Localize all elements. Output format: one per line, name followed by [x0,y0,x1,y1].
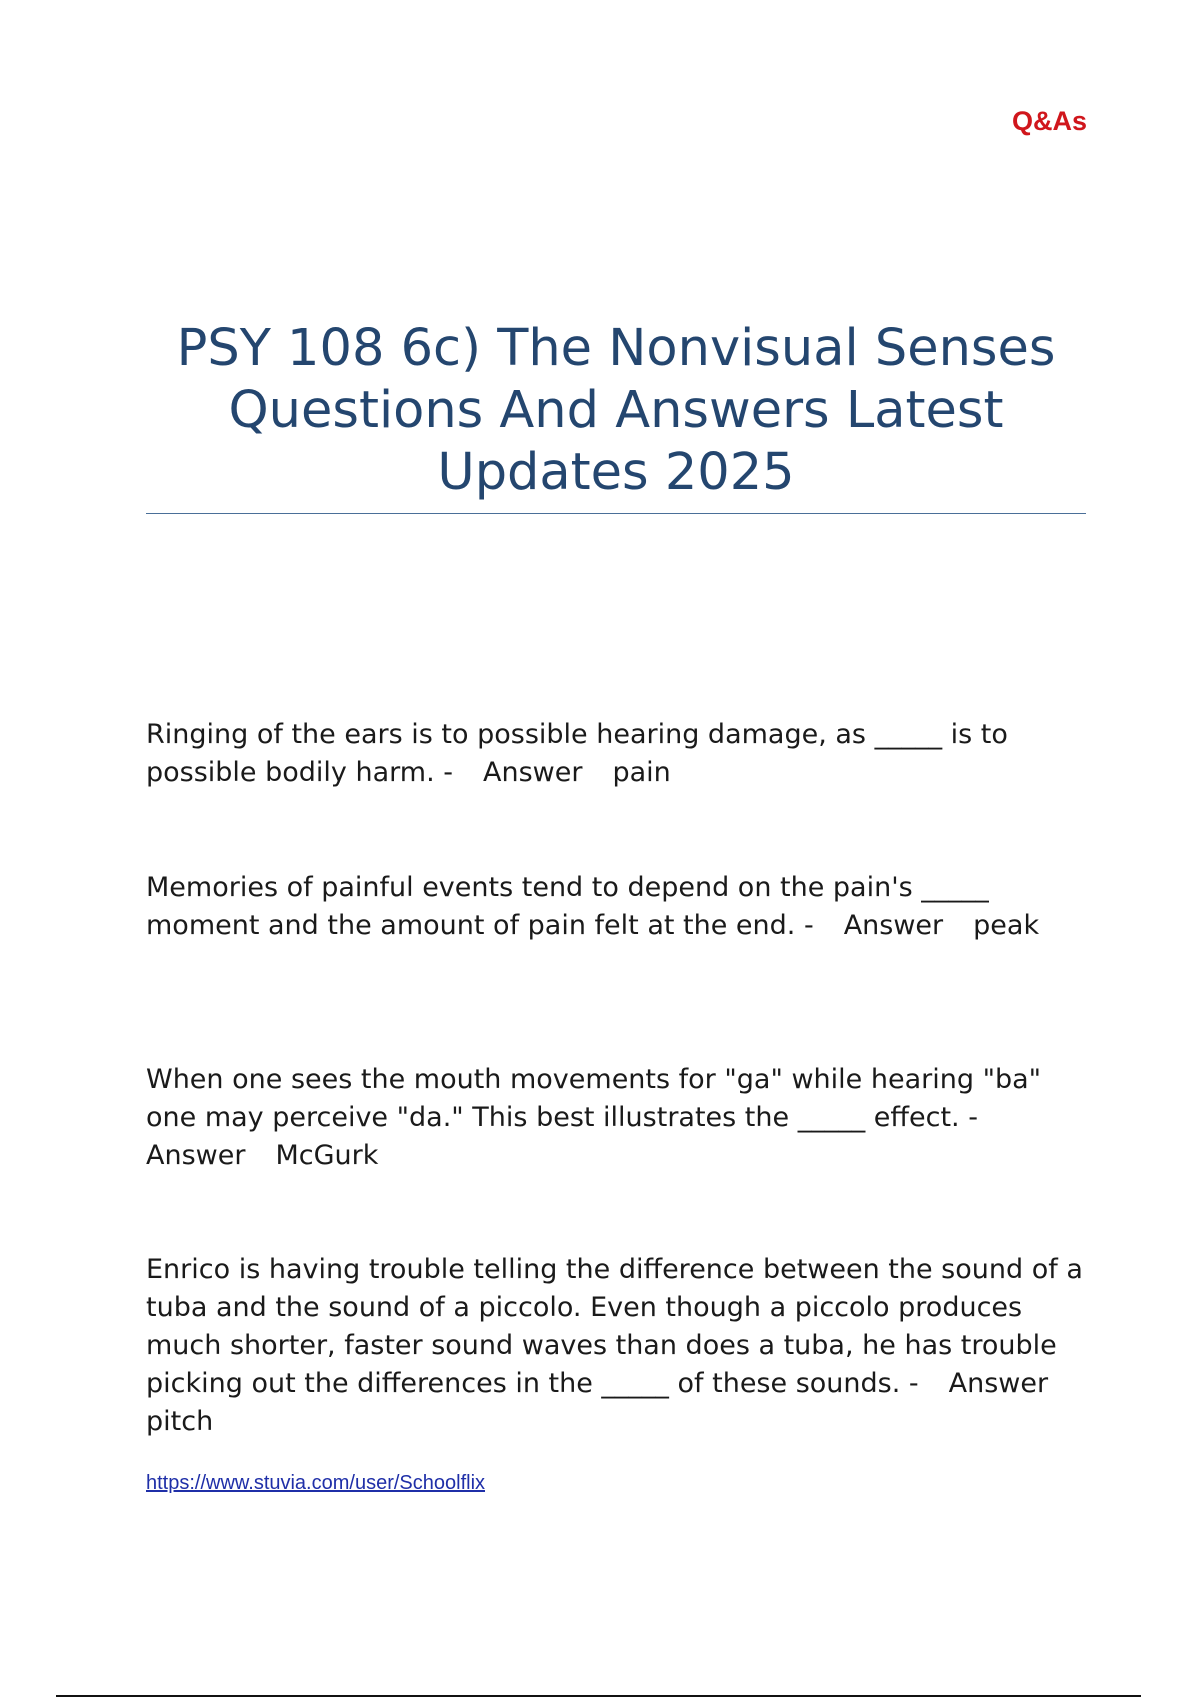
answer-label: Answer [482,757,583,788]
qa-item [146,716,1091,792]
question-text: Ringing of the ears is to possible hearing damage, as _____ is to possible bodily harm. - [146,719,1008,788]
answer-label: Answer [948,1368,1049,1399]
answer-text: McGurk [275,1140,379,1171]
title-divider [146,513,1086,514]
document-title: PSY 108 6c) The Nonvisual Senses Questions And Answers Latest Updates 2025 [176,319,1056,502]
question-text: Enrico is having trouble telling the difference between the sound of a tuba and the sound of a piccolo. Even though a piccolo produces much shorter, faster sound waves than does a tuba, he has trouble picking out the differences in the _____ of these sounds. - [146,1254,1083,1399]
qa-header-tag: Q&As [1011,106,1087,136]
answer-text: pitch [146,1406,214,1437]
question-text: When one sees the mouth movements for "ga" while hearing "ba" one may perceive "da." This best illustrates the _____ effect. - [146,1064,1042,1133]
answer-label: Answer [843,910,944,941]
answer-text: peak [973,910,1040,941]
qa-item [146,1061,1091,1175]
footer-rule [56,1695,1141,1697]
answer-text: pain [612,757,671,788]
qa-item [146,869,1091,945]
answer-label: Answer [146,1140,246,1171]
qa-item [146,1251,1091,1441]
question-text: Memories of painful events tend to depend on the pain's _____ moment and the amount of pain felt at the end. - [146,872,989,941]
footer-link[interactable]: https://www.stuvia.com/user/Schoolflix [146,1472,486,1494]
